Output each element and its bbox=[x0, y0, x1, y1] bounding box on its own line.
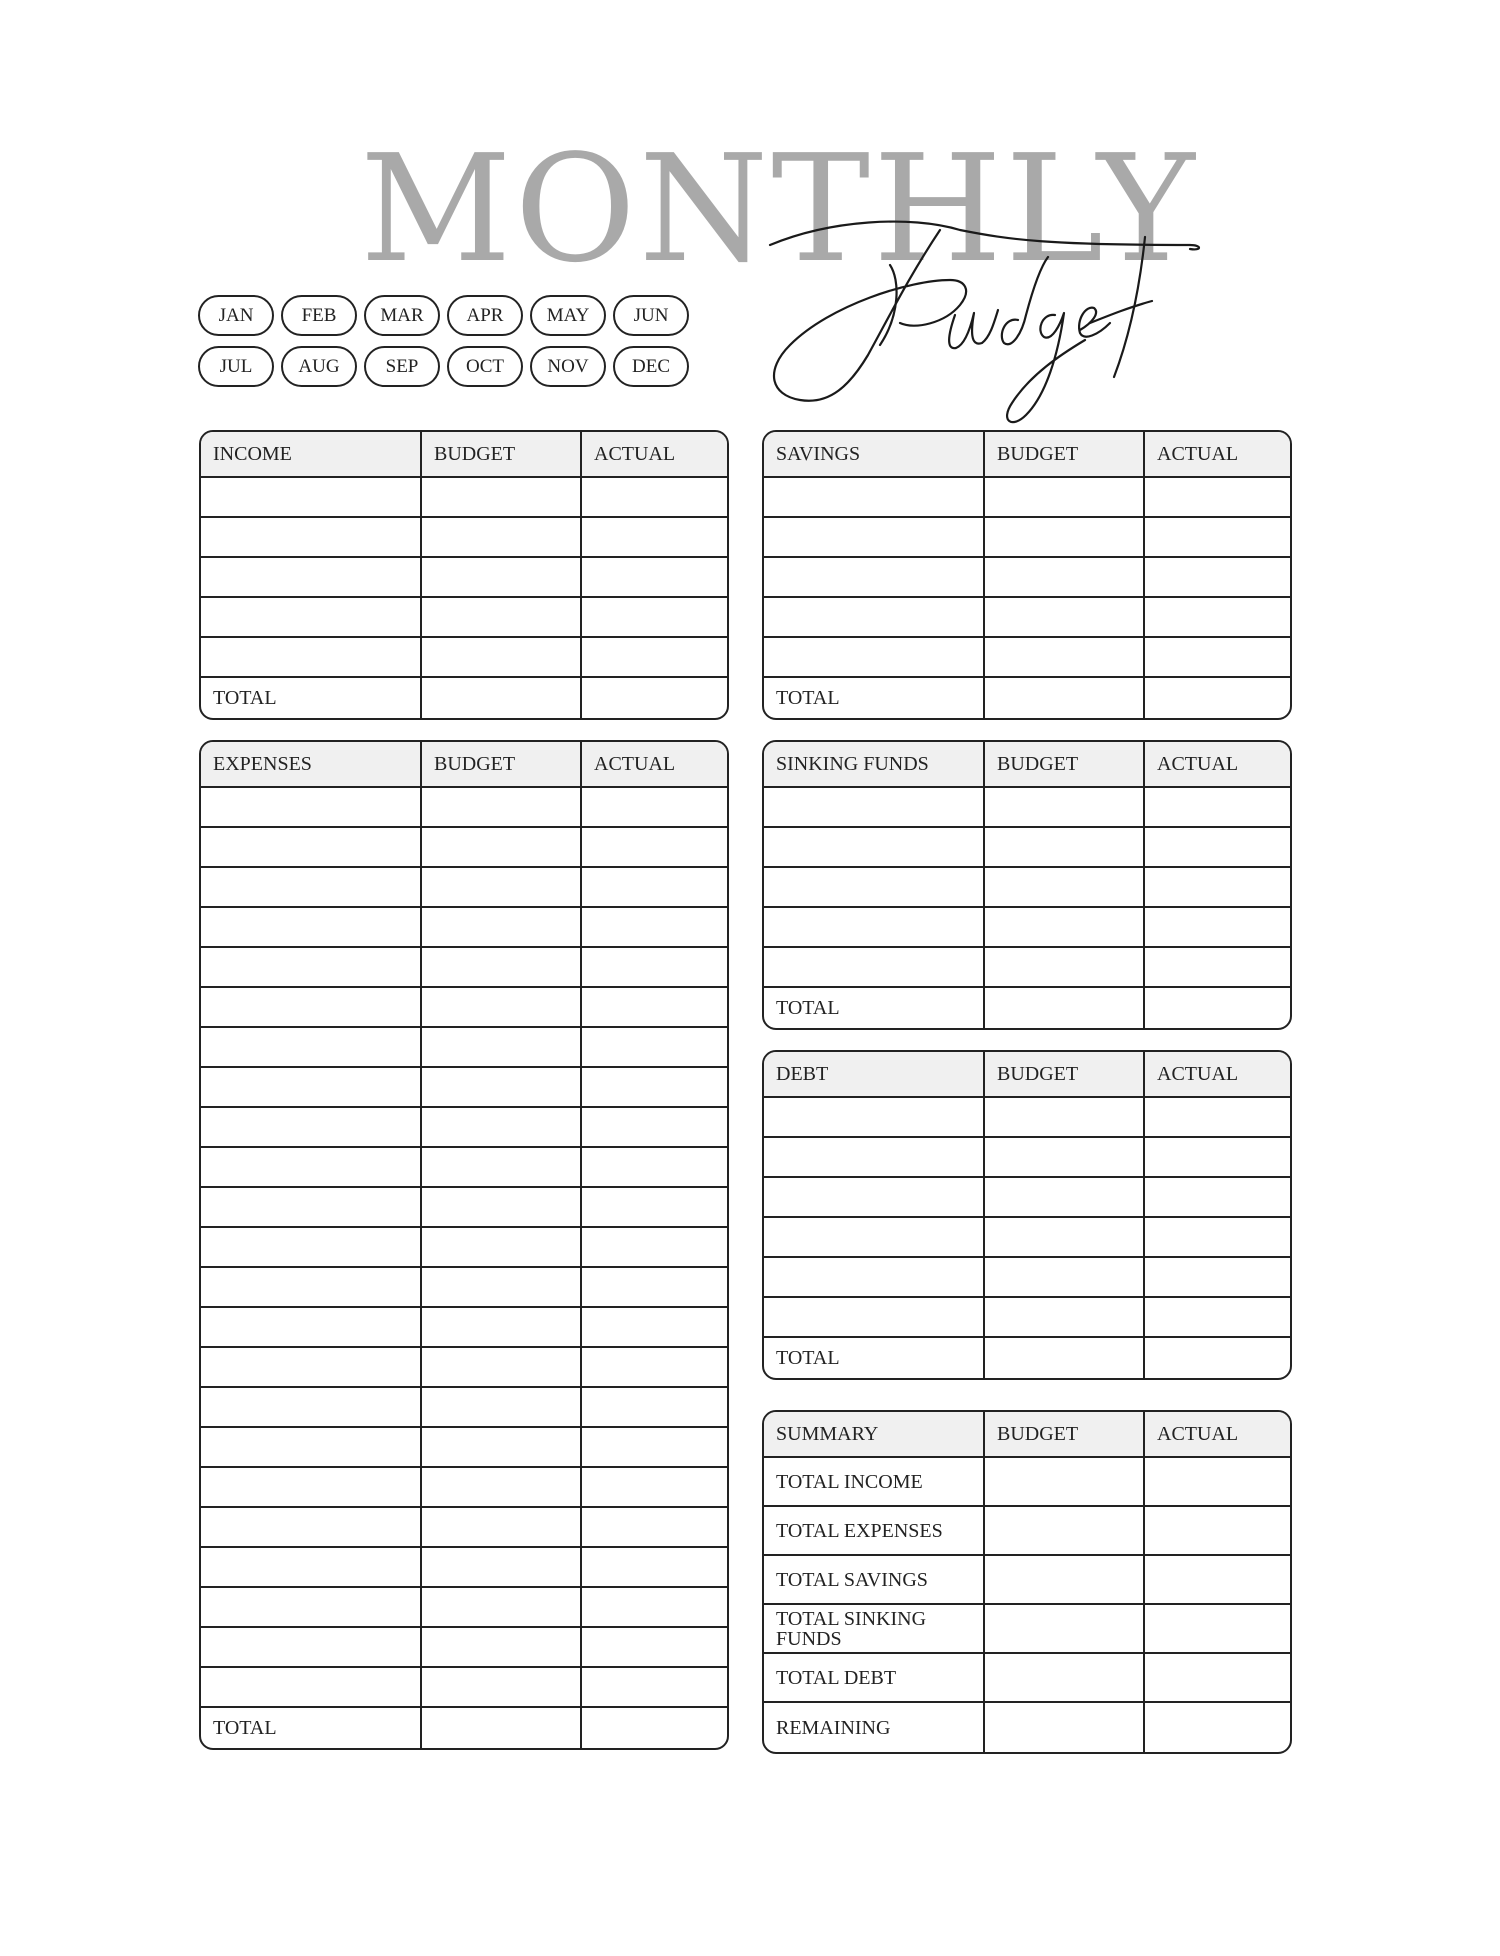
header-cell: BUDGET bbox=[422, 432, 582, 476]
actual-cell[interactable] bbox=[582, 1348, 727, 1386]
row-label-cell[interactable] bbox=[764, 908, 985, 946]
row-label-cell[interactable] bbox=[201, 788, 422, 826]
row-label-cell[interactable] bbox=[764, 1298, 985, 1336]
month-sep[interactable]: SEP bbox=[364, 346, 440, 387]
budget-cell[interactable] bbox=[422, 1348, 582, 1386]
table-row bbox=[764, 598, 1290, 638]
budget-cell[interactable] bbox=[985, 638, 1145, 676]
budget-cell[interactable] bbox=[422, 948, 582, 986]
table-row bbox=[764, 1703, 1290, 1752]
table-row bbox=[764, 678, 1290, 718]
actual-cell[interactable] bbox=[1145, 1458, 1290, 1505]
budget-cell[interactable] bbox=[985, 988, 1145, 1028]
actual-cell[interactable] bbox=[582, 1708, 727, 1748]
budget-cell[interactable] bbox=[985, 788, 1145, 826]
actual-cell[interactable] bbox=[582, 788, 727, 826]
table-row bbox=[764, 1458, 1290, 1507]
income-table bbox=[199, 430, 729, 720]
actual-cell[interactable] bbox=[582, 1548, 727, 1586]
table-row bbox=[201, 1508, 727, 1548]
actual-cell[interactable] bbox=[582, 1468, 727, 1506]
actual-cell[interactable] bbox=[1145, 1218, 1290, 1256]
budget-cell[interactable] bbox=[985, 598, 1145, 636]
table-row bbox=[764, 788, 1290, 828]
header-cell: ACTUAL bbox=[594, 442, 676, 465]
budget-cell[interactable] bbox=[422, 1028, 582, 1066]
savings-table bbox=[762, 430, 1292, 720]
table-row bbox=[201, 1588, 727, 1628]
budget-cell[interactable] bbox=[985, 1338, 1145, 1378]
row-label-cell[interactable] bbox=[764, 558, 985, 596]
table-row bbox=[764, 908, 1290, 948]
actual-cell[interactable] bbox=[582, 828, 727, 866]
budget-cell[interactable] bbox=[422, 868, 582, 906]
table-header bbox=[201, 432, 727, 478]
table-header bbox=[764, 432, 1290, 478]
table-row bbox=[764, 1178, 1290, 1218]
actual-cell[interactable] bbox=[582, 478, 727, 516]
table-row bbox=[764, 1098, 1290, 1138]
row-label-cell[interactable] bbox=[201, 908, 422, 946]
row-label-cell[interactable]: TOTAL bbox=[201, 1708, 422, 1748]
row-label-cell[interactable] bbox=[201, 1588, 422, 1626]
actual-cell[interactable] bbox=[582, 948, 727, 986]
budget-cell[interactable] bbox=[422, 1268, 582, 1306]
actual-cell[interactable] bbox=[582, 1228, 727, 1266]
row-label-cell[interactable] bbox=[201, 1628, 422, 1666]
actual-cell[interactable] bbox=[1145, 1556, 1290, 1603]
month-jul[interactable]: JUL bbox=[198, 346, 274, 387]
budget-cell[interactable] bbox=[985, 518, 1145, 556]
month-jun[interactable]: JUN bbox=[613, 295, 689, 336]
header-cell: INCOME bbox=[201, 432, 422, 476]
row-label-cell[interactable] bbox=[764, 1178, 985, 1216]
row-label-cell[interactable] bbox=[201, 1268, 422, 1306]
actual-cell[interactable] bbox=[1145, 1258, 1290, 1296]
header-cell: ACTUAL bbox=[594, 752, 676, 775]
table-header bbox=[764, 1412, 1290, 1458]
row-label-cell[interactable] bbox=[201, 1388, 422, 1426]
actual-cell[interactable] bbox=[1145, 828, 1290, 866]
row-label-cell[interactable] bbox=[764, 868, 985, 906]
table-row bbox=[201, 518, 727, 558]
row-label-cell[interactable] bbox=[201, 1468, 422, 1506]
actual-cell[interactable] bbox=[1145, 598, 1290, 636]
expenses-table bbox=[199, 740, 729, 1750]
table-row bbox=[201, 1548, 727, 1588]
month-nov[interactable]: NOV bbox=[530, 346, 606, 387]
table-row bbox=[764, 1258, 1290, 1298]
budget-cell[interactable] bbox=[985, 908, 1145, 946]
row-label-cell[interactable] bbox=[201, 478, 422, 516]
actual-cell[interactable] bbox=[582, 598, 727, 636]
budget-cell[interactable] bbox=[422, 478, 582, 516]
table-row bbox=[201, 1228, 727, 1268]
header-cell: DEBT bbox=[764, 1052, 985, 1096]
budget-cell[interactable] bbox=[422, 1508, 582, 1546]
actual-cell[interactable] bbox=[582, 638, 727, 676]
actual-cell[interactable] bbox=[1145, 1178, 1290, 1216]
table-row bbox=[201, 988, 727, 1028]
table-row bbox=[201, 1348, 727, 1388]
budget-cell[interactable] bbox=[422, 1468, 582, 1506]
budget-cell[interactable] bbox=[422, 1108, 582, 1146]
actual-cell[interactable] bbox=[582, 1268, 727, 1306]
summary-table bbox=[762, 1410, 1292, 1754]
table-row bbox=[201, 1308, 727, 1348]
budget-cell[interactable] bbox=[422, 598, 582, 636]
row-label-cell[interactable]: TOTAL EXPENSES bbox=[764, 1507, 985, 1554]
row-label-cell[interactable]: TOTAL SINKING FUNDS bbox=[764, 1605, 985, 1652]
actual-cell[interactable] bbox=[582, 908, 727, 946]
table-row bbox=[764, 558, 1290, 598]
row-label-cell[interactable] bbox=[764, 1218, 985, 1256]
row-label-cell[interactable] bbox=[201, 828, 422, 866]
table-row bbox=[201, 1108, 727, 1148]
actual-cell[interactable] bbox=[582, 558, 727, 596]
actual-cell[interactable] bbox=[1145, 948, 1290, 986]
row-label-cell[interactable] bbox=[201, 948, 422, 986]
table-row bbox=[201, 638, 727, 678]
month-apr[interactable]: APR bbox=[447, 295, 523, 336]
table-row bbox=[764, 1556, 1290, 1605]
row-label-cell[interactable] bbox=[201, 598, 422, 636]
row-label-cell[interactable] bbox=[201, 1068, 422, 1106]
row-label-cell[interactable] bbox=[764, 518, 985, 556]
budget-cell[interactable] bbox=[985, 1703, 1145, 1752]
budget-cell[interactable] bbox=[422, 678, 582, 718]
actual-cell[interactable] bbox=[582, 1388, 727, 1426]
table-row bbox=[764, 478, 1290, 518]
row-label-cell[interactable] bbox=[201, 868, 422, 906]
table-header bbox=[764, 1052, 1290, 1098]
table-row bbox=[764, 988, 1290, 1028]
budget-script-title bbox=[750, 205, 1210, 435]
row-label-cell[interactable]: TOTAL INCOME bbox=[764, 1458, 985, 1505]
row-label-cell[interactable] bbox=[201, 1188, 422, 1226]
budget-cell[interactable] bbox=[985, 1605, 1145, 1652]
table-row bbox=[201, 1068, 727, 1108]
actual-cell[interactable] bbox=[1145, 1507, 1290, 1554]
table-row bbox=[764, 1338, 1290, 1378]
budget-cell[interactable] bbox=[422, 1588, 582, 1626]
table-header bbox=[764, 742, 1290, 788]
budget-cell[interactable] bbox=[422, 1428, 582, 1466]
row-label-cell[interactable] bbox=[201, 1668, 422, 1706]
actual-cell[interactable] bbox=[582, 1628, 727, 1666]
debt-table bbox=[762, 1050, 1292, 1380]
actual-cell[interactable] bbox=[1145, 788, 1290, 826]
budget-cell[interactable] bbox=[422, 1068, 582, 1106]
budget-cell[interactable] bbox=[985, 868, 1145, 906]
row-label-cell[interactable] bbox=[201, 1348, 422, 1386]
month-selector bbox=[198, 295, 692, 387]
row-label-cell[interactable] bbox=[764, 1138, 985, 1176]
row-label-cell[interactable] bbox=[764, 478, 985, 516]
row-label-cell[interactable] bbox=[764, 948, 985, 986]
row-label-cell[interactable]: TOTAL bbox=[201, 678, 422, 718]
row-label-cell[interactable] bbox=[201, 558, 422, 596]
table-row bbox=[764, 1138, 1290, 1178]
row-label-cell[interactable]: TOTAL bbox=[764, 678, 985, 718]
table-row bbox=[201, 1148, 727, 1188]
actual-cell[interactable] bbox=[1145, 1605, 1290, 1652]
row-label-cell[interactable] bbox=[764, 638, 985, 676]
actual-cell[interactable] bbox=[582, 1148, 727, 1186]
month-feb[interactable]: FEB bbox=[281, 295, 357, 336]
actual-cell[interactable] bbox=[1145, 518, 1290, 556]
month-mar[interactable]: MAR bbox=[364, 295, 440, 336]
table-row bbox=[201, 1428, 727, 1468]
actual-cell[interactable] bbox=[1145, 678, 1290, 718]
row-label-cell[interactable] bbox=[764, 788, 985, 826]
actual-cell[interactable] bbox=[1145, 908, 1290, 946]
budget-cell[interactable] bbox=[422, 1188, 582, 1226]
table-row bbox=[201, 948, 727, 988]
table-row bbox=[201, 828, 727, 868]
budget-cell[interactable] bbox=[422, 638, 582, 676]
month-aug[interactable]: AUG bbox=[281, 346, 357, 387]
actual-cell[interactable] bbox=[582, 1668, 727, 1706]
actual-cell[interactable] bbox=[1145, 638, 1290, 676]
row-label-cell[interactable]: TOTAL DEBT bbox=[764, 1654, 985, 1701]
table-row bbox=[764, 1298, 1290, 1338]
header-cell: ACTUAL bbox=[1157, 1062, 1239, 1085]
actual-cell[interactable] bbox=[582, 1508, 727, 1546]
row-label-cell[interactable] bbox=[764, 598, 985, 636]
budget-cell[interactable] bbox=[985, 1218, 1145, 1256]
header-cell: ACTUAL bbox=[1157, 1422, 1239, 1445]
table-row bbox=[764, 948, 1290, 988]
row-label-cell[interactable] bbox=[201, 1228, 422, 1266]
budget-cell[interactable] bbox=[985, 1138, 1145, 1176]
actual-cell[interactable] bbox=[582, 1428, 727, 1466]
row-label-cell[interactable] bbox=[201, 988, 422, 1026]
row-label-cell[interactable]: TOTAL SAVINGS bbox=[764, 1556, 985, 1603]
row-label-cell[interactable] bbox=[201, 1108, 422, 1146]
row-label-cell[interactable] bbox=[201, 1548, 422, 1586]
table-row bbox=[201, 558, 727, 598]
row-label-cell[interactable] bbox=[201, 1508, 422, 1546]
row-label-cell[interactable] bbox=[201, 1148, 422, 1186]
actual-cell[interactable] bbox=[1145, 988, 1290, 1028]
header-cell: SINKING FUNDS bbox=[764, 742, 985, 786]
budget-cell[interactable] bbox=[422, 788, 582, 826]
budget-cell[interactable] bbox=[985, 1556, 1145, 1603]
row-label-cell[interactable] bbox=[201, 518, 422, 556]
actual-cell[interactable] bbox=[1145, 1338, 1290, 1378]
row-label-cell[interactable] bbox=[764, 828, 985, 866]
month-dec[interactable]: DEC bbox=[613, 346, 689, 387]
table-row bbox=[764, 868, 1290, 908]
actual-cell[interactable] bbox=[1145, 478, 1290, 516]
budget-cell[interactable] bbox=[985, 1654, 1145, 1701]
actual-cell[interactable] bbox=[582, 1108, 727, 1146]
actual-cell[interactable] bbox=[582, 868, 727, 906]
row-label-cell[interactable] bbox=[201, 1428, 422, 1466]
budget-cell[interactable] bbox=[422, 1708, 582, 1748]
row-label-cell[interactable] bbox=[764, 1258, 985, 1296]
row-label-cell[interactable] bbox=[201, 1308, 422, 1346]
table-header bbox=[201, 742, 727, 788]
table-row bbox=[201, 1628, 727, 1668]
actual-cell[interactable] bbox=[582, 1068, 727, 1106]
actual-cell[interactable] bbox=[582, 1588, 727, 1626]
header-cell: BUDGET bbox=[985, 1412, 1145, 1456]
table-row bbox=[201, 868, 727, 908]
budget-cell[interactable] bbox=[985, 678, 1145, 718]
table-row bbox=[764, 1605, 1290, 1654]
budget-cell[interactable] bbox=[422, 1228, 582, 1266]
header-cell: BUDGET bbox=[985, 742, 1145, 786]
actual-cell[interactable] bbox=[1145, 1298, 1290, 1336]
actual-cell[interactable] bbox=[1145, 1098, 1290, 1136]
budget-cell[interactable] bbox=[422, 1548, 582, 1586]
row-label-cell[interactable]: TOTAL bbox=[764, 988, 985, 1028]
budget-cell[interactable] bbox=[985, 558, 1145, 596]
page-title: MONTHLY bbox=[360, 123, 1198, 295]
actual-cell[interactable] bbox=[1145, 868, 1290, 906]
row-label-cell[interactable] bbox=[201, 1028, 422, 1066]
header-cell: BUDGET bbox=[985, 432, 1145, 476]
sinking-funds-table bbox=[762, 740, 1292, 1030]
budget-cell[interactable] bbox=[985, 1298, 1145, 1336]
budget-cell[interactable] bbox=[985, 478, 1145, 516]
budget-cell[interactable] bbox=[985, 828, 1145, 866]
table-row bbox=[201, 1268, 727, 1308]
table-row bbox=[201, 788, 727, 828]
table-row bbox=[764, 518, 1290, 558]
actual-cell[interactable] bbox=[1145, 558, 1290, 596]
table-row bbox=[764, 1507, 1290, 1556]
table-row bbox=[201, 1708, 727, 1748]
month-may[interactable]: MAY bbox=[530, 295, 606, 336]
table-row bbox=[764, 1654, 1290, 1703]
month-oct[interactable]: OCT bbox=[447, 346, 523, 387]
actual-cell[interactable] bbox=[1145, 1138, 1290, 1176]
header-cell: ACTUAL bbox=[1157, 752, 1239, 775]
budget-cell[interactable] bbox=[422, 1308, 582, 1346]
header-cell: BUDGET bbox=[422, 742, 582, 786]
table-row bbox=[201, 1028, 727, 1068]
table-row bbox=[201, 1668, 727, 1708]
row-label-cell[interactable] bbox=[764, 1098, 985, 1136]
actual-cell[interactable] bbox=[582, 678, 727, 718]
budget-cell[interactable] bbox=[422, 908, 582, 946]
header-cell: BUDGET bbox=[985, 1052, 1145, 1096]
month-jan[interactable]: JAN bbox=[198, 295, 274, 336]
budget-cell[interactable] bbox=[985, 948, 1145, 986]
row-label-cell[interactable] bbox=[201, 638, 422, 676]
table-row bbox=[201, 1388, 727, 1428]
budget-cell[interactable] bbox=[422, 1628, 582, 1666]
row-label-cell[interactable]: REMAINING bbox=[764, 1703, 985, 1752]
budget-cell[interactable] bbox=[422, 518, 582, 556]
budget-cell[interactable] bbox=[422, 1148, 582, 1186]
budget-cell[interactable] bbox=[985, 1258, 1145, 1296]
budget-cell[interactable] bbox=[422, 1388, 582, 1426]
table-row bbox=[201, 598, 727, 638]
table-row bbox=[764, 1218, 1290, 1258]
actual-cell[interactable] bbox=[582, 518, 727, 556]
table-row bbox=[764, 828, 1290, 868]
actual-cell[interactable] bbox=[1145, 1703, 1290, 1752]
actual-cell[interactable] bbox=[582, 1188, 727, 1226]
table-row bbox=[764, 638, 1290, 678]
budget-cell[interactable] bbox=[422, 988, 582, 1026]
budget-cell[interactable] bbox=[422, 558, 582, 596]
table-row bbox=[201, 1188, 727, 1228]
budget-cell[interactable] bbox=[985, 1458, 1145, 1505]
header-cell: SUMMARY bbox=[764, 1412, 985, 1456]
row-label-cell[interactable]: TOTAL bbox=[764, 1338, 985, 1378]
budget-cell[interactable] bbox=[985, 1507, 1145, 1554]
budget-cell[interactable] bbox=[985, 1178, 1145, 1216]
budget-cell[interactable] bbox=[422, 828, 582, 866]
budget-cell[interactable] bbox=[985, 1098, 1145, 1136]
header-cell: SAVINGS bbox=[764, 432, 985, 476]
table-row bbox=[201, 1468, 727, 1508]
budget-cell[interactable] bbox=[422, 1668, 582, 1706]
header-cell: ACTUAL bbox=[1157, 442, 1239, 465]
actual-cell[interactable] bbox=[1145, 1654, 1290, 1701]
actual-cell[interactable] bbox=[582, 1028, 727, 1066]
table-row bbox=[201, 908, 727, 948]
table-row bbox=[201, 478, 727, 518]
header-cell: EXPENSES bbox=[201, 742, 422, 786]
table-row bbox=[201, 678, 727, 718]
actual-cell[interactable] bbox=[582, 988, 727, 1026]
actual-cell[interactable] bbox=[582, 1308, 727, 1346]
